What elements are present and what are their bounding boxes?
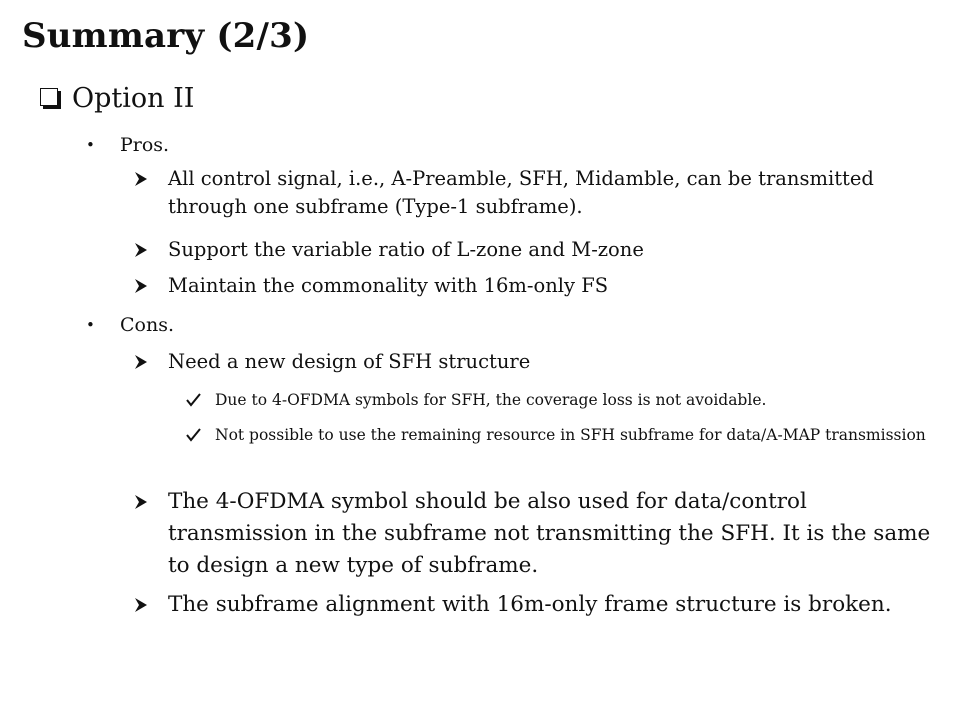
pros-label: Pros. [120, 134, 170, 156]
pros-item-text: Support the variable ratio of L-zone and M-zone [168, 238, 644, 261]
cons-label: Cons. [120, 314, 175, 336]
arrowhead-bullet-icon [134, 589, 168, 621]
arrowhead-bullet-icon [134, 486, 168, 518]
cons-item [134, 486, 934, 582]
round-bullet-icon: • [86, 316, 95, 334]
round-bullet-icon: • [86, 136, 95, 154]
cons-item-text: Need a new design of SFH structure [168, 350, 531, 373]
option-label: Option II [72, 83, 195, 114]
arrowhead-bullet-icon [134, 272, 168, 300]
cons-item [134, 348, 934, 376]
arrowhead-bullet-icon [134, 348, 168, 376]
pros-item-text: Maintain the commonality with 16m-only FS [168, 274, 609, 297]
pros-item-text: All control signal, i.e., A-Preamble, SFH, Midamble, can be transmitted through one subframe (Type-1 subframe). [168, 167, 874, 218]
cons-subitem-text: Due to 4-OFDMA symbols for SFH, the coverage loss is not avoidable. [215, 391, 767, 409]
cons-item-text: The 4-OFDMA symbol should be also used for data/control transmission in the subframe not transmitting the SFH. It is the same to design a new type of subframe. [168, 489, 931, 578]
pros-heading [86, 134, 169, 156]
cons-heading [86, 314, 174, 336]
cons-item-text: The subframe alignment with 16m-only frame structure is broken. [168, 592, 892, 617]
arrowhead-bullet-icon [134, 165, 168, 193]
slide-title: Summary (2/3) [22, 16, 310, 56]
cons-subitem [186, 424, 946, 446]
checkmark-icon [186, 424, 215, 446]
option-heading [40, 83, 194, 114]
pros-item [134, 165, 934, 221]
square-bullet-icon [40, 83, 72, 106]
pros-item [134, 272, 934, 300]
cons-item [134, 589, 934, 621]
arrowhead-bullet-icon [134, 236, 168, 264]
checkmark-icon [186, 389, 215, 411]
cons-subitem [186, 389, 946, 411]
cons-subitem-text: Not possible to use the remaining resource in SFH subframe for data/A-MAP transmission [215, 426, 926, 444]
pros-item [134, 236, 934, 264]
